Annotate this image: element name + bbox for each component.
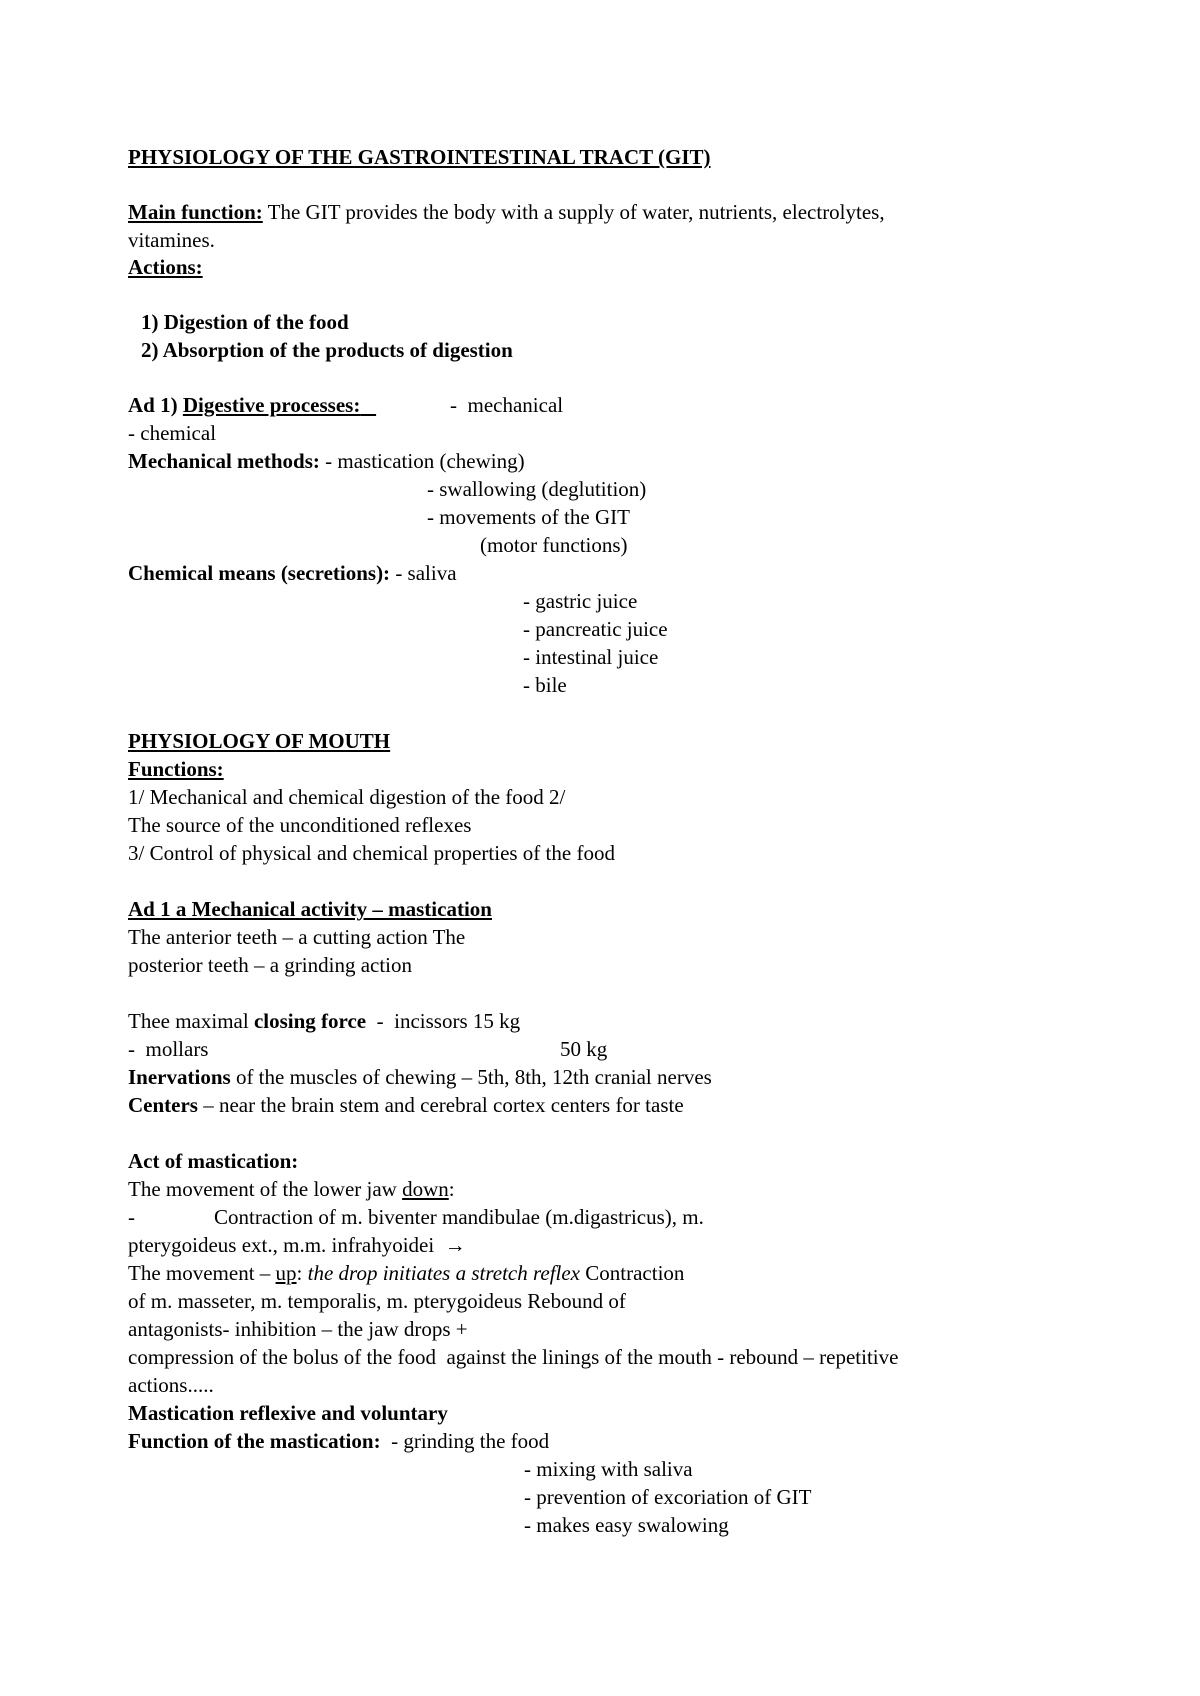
contraction-line-2: pterygoideus ext., m.m. infrahyoidei → bbox=[128, 1233, 466, 1257]
mechanical-methods-line bbox=[128, 447, 525, 475]
chemical-means-line bbox=[128, 559, 457, 587]
actions-heading: Actions: bbox=[128, 255, 203, 279]
mastication-function-line bbox=[128, 1427, 549, 1455]
mechanical-item-1: - mastication (chewing) bbox=[319, 449, 525, 473]
chemical-item-5: - bile bbox=[523, 673, 567, 697]
mastication-function-label: Function of the mastication: bbox=[128, 1429, 381, 1453]
closing-force-incissors: - incissors 15 kg bbox=[366, 1009, 521, 1033]
function-line-3: 3/ Control of physical and chemical properties of the food bbox=[128, 841, 615, 865]
teeth-line-2: posterior teeth – a grinding action bbox=[128, 953, 413, 977]
reflexive-voluntary-heading: Mastication reflexive and voluntary bbox=[128, 1401, 448, 1425]
chemical-item-4: - intestinal juice bbox=[523, 645, 659, 669]
action-item-1: 1) Digestion of the food bbox=[141, 310, 349, 334]
function-line-1: 1/ Mechanical and chemical digestion of the food 2/ bbox=[128, 785, 566, 809]
mechanical-methods-label: Mechanical methods: bbox=[128, 449, 320, 473]
compression-line: compression of the bolus of the food against the linings of the mouth - rebound – repetitive bbox=[128, 1345, 899, 1369]
ad1-prefix: Ad 1) bbox=[128, 393, 183, 417]
act-of-mastication-heading: Act of mastication: bbox=[128, 1149, 299, 1173]
digestive-processes-label: Digestive processes: bbox=[182, 393, 361, 417]
teeth-line-1: The anterior teeth – a cutting action The bbox=[128, 925, 466, 949]
chemical-means-label: Chemical means (secretions): bbox=[128, 561, 391, 585]
functions-heading: Functions: bbox=[128, 757, 224, 781]
jaw-down-word: down bbox=[402, 1177, 449, 1201]
main-function-label: Main function: bbox=[128, 200, 263, 224]
mechanical-item-4: (motor functions) bbox=[480, 533, 628, 557]
digestive-item-mechanical: - mechanical bbox=[450, 393, 564, 417]
digestive-processes-line bbox=[128, 391, 376, 419]
main-function-line bbox=[128, 198, 885, 226]
closing-force-line bbox=[128, 1007, 520, 1035]
inervations-text: of the muscles of chewing – 5th, 8th, 12th cranial nerves bbox=[230, 1065, 712, 1089]
mastication-function-item-4: - makes easy swalowing bbox=[524, 1513, 729, 1537]
mastication-function-item-1: - grinding the food bbox=[380, 1429, 550, 1453]
contraction-line-1: Contraction of m. biventer mandibulae (m.digastricus), m. bbox=[214, 1205, 704, 1229]
document-title: PHYSIOLOGY OF THE GASTROINTESTINAL TRACT (GIT) bbox=[128, 145, 711, 169]
contraction-dash: - bbox=[128, 1205, 135, 1229]
mechanical-item-3: - movements of the GIT bbox=[427, 505, 630, 529]
mouth-heading: PHYSIOLOGY OF MOUTH bbox=[128, 729, 391, 753]
mollars-value: 50 kg bbox=[560, 1037, 608, 1061]
closing-force-prefix: Thee maximal bbox=[128, 1009, 254, 1033]
masseter-line: of m. masseter, m. temporalis, m. pterygoideus Rebound of bbox=[128, 1289, 626, 1313]
centers-text: – near the brain stem and cerebral cortex centers for taste bbox=[197, 1093, 684, 1117]
digestive-item-chemical: - chemical bbox=[128, 421, 217, 445]
centers-label: Centers bbox=[128, 1093, 198, 1117]
centers-line bbox=[128, 1091, 684, 1119]
chemical-item-3: - pancreatic juice bbox=[523, 617, 668, 641]
main-function-continuation: vitamines. bbox=[128, 228, 215, 252]
function-line-2: The source of the unconditioned reflexes bbox=[128, 813, 472, 837]
main-function-text: The GIT provides the body with a supply of water, nutrients, electrolytes, bbox=[262, 200, 885, 224]
movement-up-word: up bbox=[275, 1261, 297, 1285]
mechanical-activity-heading: Ad 1 a Mechanical activity – mastication bbox=[128, 897, 492, 921]
antagonists-line: antagonists- inhibition – the jaw drops + bbox=[128, 1317, 468, 1341]
mastication-function-item-2: - mixing with saliva bbox=[524, 1457, 693, 1481]
mollars-label: - mollars bbox=[128, 1037, 209, 1061]
chemical-item-1: - saliva bbox=[390, 561, 457, 585]
mechanical-item-2: - swallowing (deglutition) bbox=[427, 477, 647, 501]
action-item-2: 2) Absorption of the products of digestion bbox=[141, 338, 513, 362]
movement-up-line: The movement – up: the drop initiates a stretch reflex Contraction bbox=[128, 1261, 685, 1285]
mastication-function-item-3: - prevention of excoriation of GIT bbox=[524, 1485, 812, 1509]
inervations-line bbox=[128, 1063, 712, 1091]
chemical-item-2: - gastric juice bbox=[523, 589, 638, 613]
stretch-reflex-note: the drop initiates a stretch reflex bbox=[307, 1261, 581, 1285]
inervations-label: Inervations bbox=[128, 1065, 231, 1089]
closing-force-label: closing force bbox=[253, 1009, 367, 1033]
jaw-down-line: The movement of the lower jaw down: bbox=[128, 1177, 455, 1201]
actions-dots-line: actions..... bbox=[128, 1373, 214, 1397]
